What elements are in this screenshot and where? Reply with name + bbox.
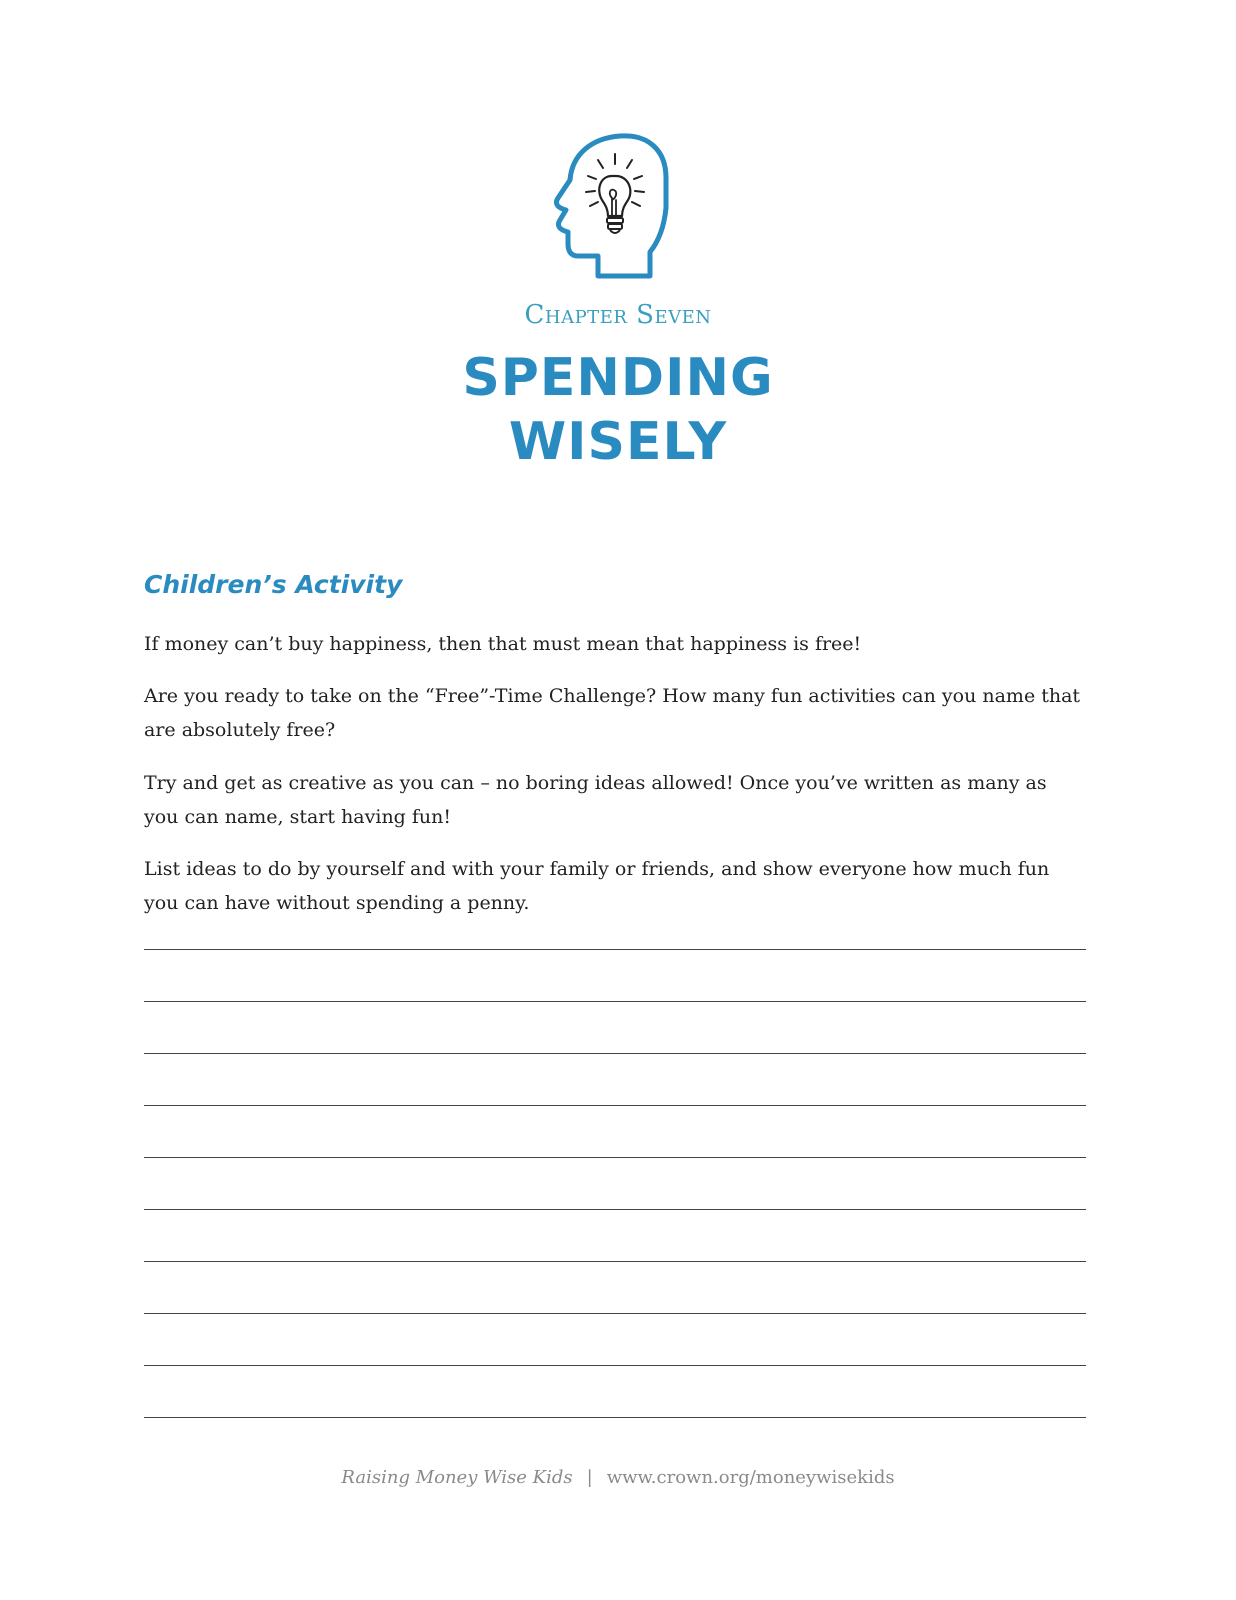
writing-line[interactable] xyxy=(144,1261,1086,1262)
writing-line[interactable] xyxy=(144,1209,1086,1210)
chapter-title-line-2: WISELY xyxy=(508,412,728,472)
footer-separator: | xyxy=(586,1467,593,1488)
writing-line[interactable] xyxy=(144,1157,1086,1158)
footer xyxy=(0,1467,1236,1488)
writing-line[interactable] xyxy=(144,1417,1086,1418)
section-heading: Children’s Activity xyxy=(144,570,403,599)
head-lightbulb-icon xyxy=(548,128,688,280)
writing-line[interactable] xyxy=(144,1053,1086,1054)
paragraph: List ideas to do by yourself and with your family or friends, and show everyone how much fun you can have without spending a penny. xyxy=(144,858,1050,914)
paragraph: Are you ready to take on the “Free”-Time Challenge? How many fun activities can you name that are absolutely free? xyxy=(144,685,1081,741)
footer-book-title: Raising Money Wise Kids xyxy=(341,1467,573,1488)
writing-line[interactable] xyxy=(144,1313,1086,1314)
footer-url[interactable]: www.crown.org/moneywisekids xyxy=(606,1467,895,1488)
paragraph: If money can’t buy happiness, then that must mean that happiness is free! xyxy=(144,633,862,655)
writing-line[interactable] xyxy=(144,1105,1086,1106)
writing-line[interactable] xyxy=(144,1001,1086,1002)
paragraph: Try and get as creative as you can – no boring ideas allowed! Once you’ve written as many as you can name, start having fun! xyxy=(144,772,1047,828)
writing-line[interactable] xyxy=(144,1365,1086,1366)
chapter-label: Chapter Seven xyxy=(524,300,712,330)
writing-line[interactable] xyxy=(144,949,1086,950)
chapter-title-line-1: SPENDING xyxy=(462,348,774,408)
